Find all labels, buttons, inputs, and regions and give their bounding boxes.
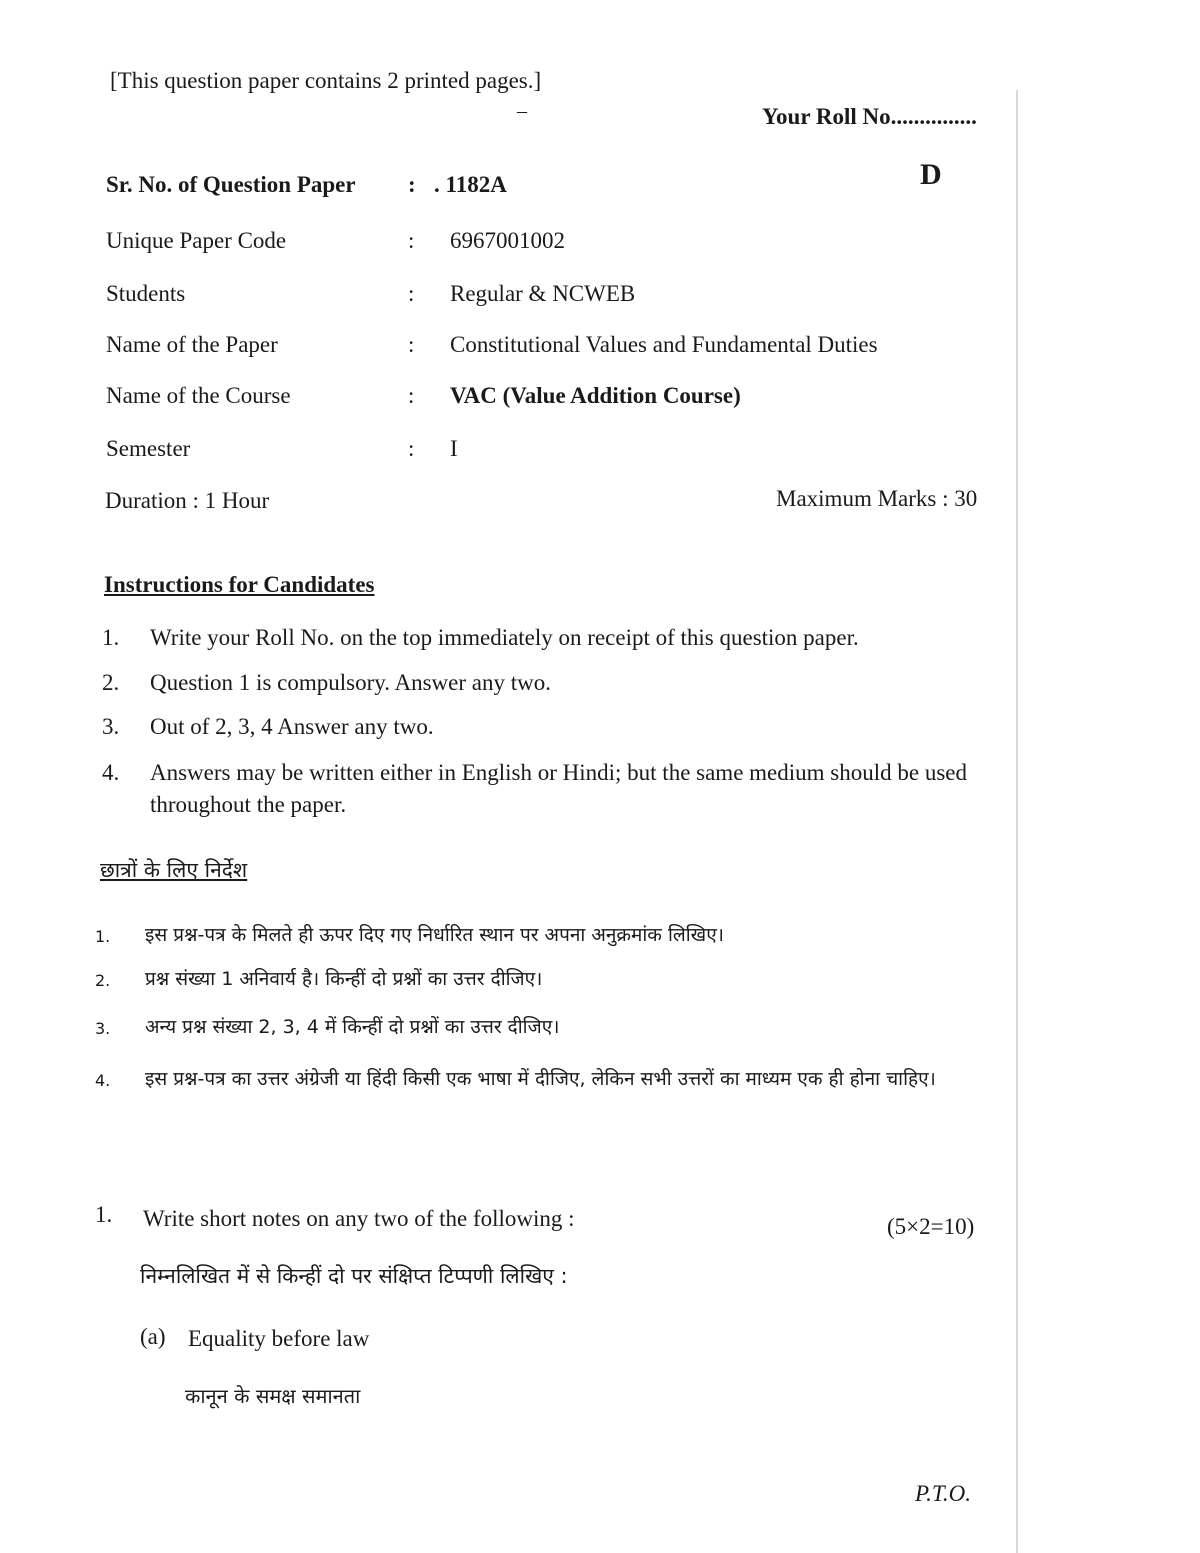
meta-colon: : — [408, 383, 415, 408]
meta-colon: : — [408, 332, 415, 357]
meta-row-serial-number — [106, 172, 1006, 206]
hindi-instruction-text: अन्य प्रश्न संख्या 2, 3, 4 में किन्हीं दो प्रश्नों का उत्तर दीजिए। — [145, 1016, 560, 1038]
hindi-instruction-text: प्रश्न संख्या 1 अनिवार्य है। किन्हीं दो प्रश्नों का उत्तर दीजिए। — [145, 968, 543, 990]
hindi-instruction-item — [95, 1064, 1015, 1128]
hindi-instruction-item — [95, 964, 1015, 996]
maximum-marks: Maximum Marks : 30 — [776, 486, 978, 511]
duration: Duration : 1 Hour — [105, 488, 270, 513]
hindi-instructions-heading: छात्रों के लिए निर्देश — [100, 858, 248, 882]
meta-colon: : — [408, 436, 415, 461]
meta-colon: : — [408, 172, 416, 197]
meta-row-students — [106, 281, 1006, 315]
hindi-instruction-text: इस प्रश्न-पत्र का उत्तर अंग्रेजी या हिंदी किसी एक भाषा में दीजिए, लेकिन सभी उत्तरों का माध्यम एक ही होना चाहिए। — [145, 1068, 936, 1090]
hindi-instruction-number: 3. — [95, 1019, 111, 1038]
meta-row-course-name — [106, 383, 1006, 417]
hindi-instruction-number: 2. — [95, 971, 111, 990]
meta-label: Name of the Paper — [106, 332, 278, 357]
instruction-text: Out of 2, 3, 4 Answer any two. — [150, 714, 434, 739]
hindi-instruction-item — [95, 920, 1015, 952]
question-text-hindi: निम्नलिखित में से किन्हीं दो पर संक्षिप्त टिप्पणी लिखिए : — [140, 1264, 568, 1288]
option-text-hindi: कानून के समक्ष समानता — [185, 1384, 361, 1408]
instruction-text: Answers may be written either in English or Hindi; but the same medium should be used throughout the paper. — [150, 760, 967, 817]
instruction-number: 3. — [102, 714, 120, 739]
option-text: Equality before law — [188, 1326, 370, 1351]
meta-colon: : — [408, 281, 415, 306]
page-count-note: [This question paper contains 2 printed pages.] — [110, 68, 542, 93]
paper-set-letter: D — [920, 158, 942, 191]
meta-label: Students — [106, 281, 186, 306]
instruction-number: 1. — [102, 625, 120, 650]
meta-row-semester — [106, 436, 1006, 470]
meta-colon: : — [408, 228, 415, 253]
meta-label: Unique Paper Code — [106, 228, 287, 253]
dash-mark: – — [517, 100, 527, 122]
meta-value: 6967001002 — [450, 228, 565, 253]
meta-label: Name of the Course — [106, 383, 291, 408]
instruction-number: 4. — [102, 760, 120, 785]
roll-number-field: Your Roll No............... — [762, 104, 977, 129]
hindi-instruction-text: इस प्रश्न-पत्र के मिलते ही ऊपर दिए गए निर्धारित स्थान पर अपना अनुक्रमांक लिखिए। — [145, 924, 724, 946]
meta-value: I — [450, 436, 458, 461]
meta-value: . 1182A — [434, 172, 507, 197]
meta-value: VAC (Value Addition Course) — [450, 383, 741, 408]
hindi-instruction-number: 1. — [95, 927, 111, 946]
instruction-item — [102, 667, 1022, 701]
instruction-number: 2. — [102, 670, 120, 695]
instruction-text: Write your Roll No. on the top immediately on receipt of this question paper. — [150, 625, 859, 650]
please-turn-over: P.T.O. — [915, 1481, 972, 1506]
meta-label: Semester — [106, 436, 191, 461]
meta-row-paper-name — [106, 332, 1006, 366]
instructions-heading: Instructions for Candidates — [104, 572, 375, 597]
meta-row-paper-code — [106, 228, 1006, 262]
question-text: Write short notes on any two of the following : — [143, 1206, 575, 1231]
meta-value: Regular & NCWEB — [450, 281, 636, 306]
meta-value: Constitutional Values and Fundamental Duties — [450, 332, 878, 357]
instruction-item — [102, 757, 1022, 823]
instruction-item — [102, 711, 1022, 745]
instruction-item — [102, 622, 1022, 656]
question-number: 1. — [95, 1202, 113, 1227]
instruction-text: Question 1 is compulsory. Answer any two. — [150, 670, 551, 695]
meta-label: Sr. No. of Question Paper — [106, 172, 356, 197]
option-label: (a) — [140, 1324, 166, 1349]
hindi-instruction-item — [95, 1012, 1015, 1044]
hindi-instruction-number: 4. — [95, 1071, 111, 1090]
question-marks: (5×2=10) — [887, 1214, 975, 1239]
